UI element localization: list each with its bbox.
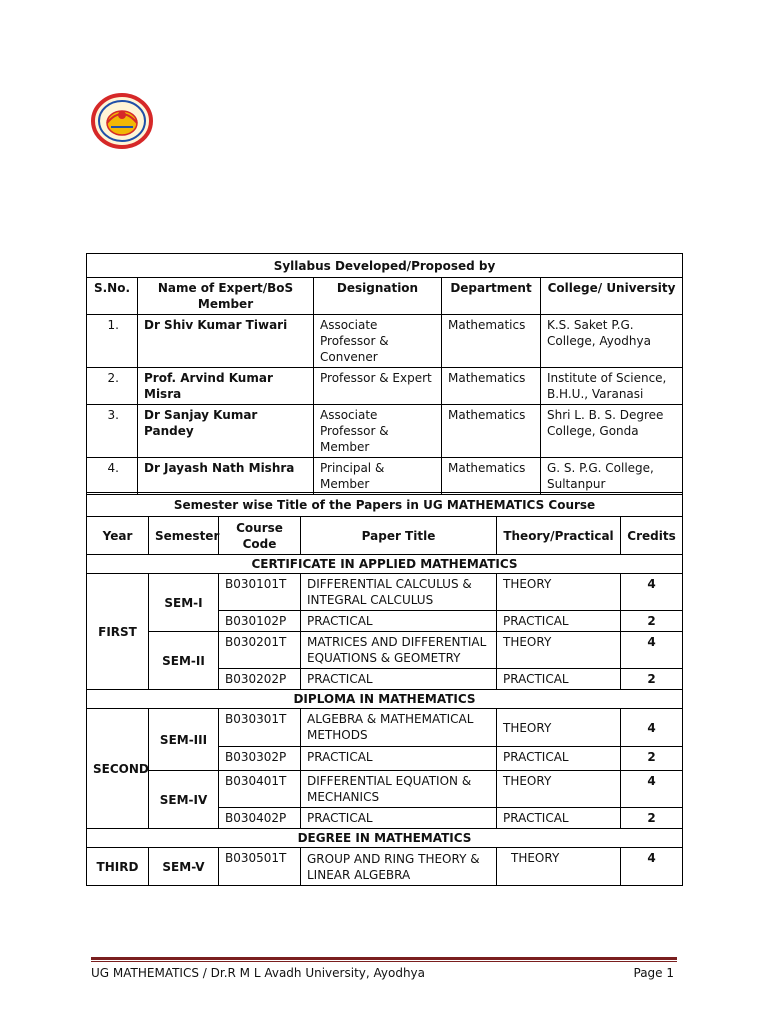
paper-type: THEORY — [497, 709, 621, 747]
semester-cell: SEM-IV — [149, 771, 219, 829]
semester-cell: SEM-III — [149, 709, 219, 771]
course-code: B030501T — [219, 848, 301, 886]
footer-text: UG MATHEMATICS / Dr.R M L Avadh University, Ayodhya — [91, 966, 426, 980]
row-college: G. S. P.G. College, Sultanpur — [541, 458, 683, 495]
year-cell: THIRD — [87, 848, 149, 886]
paper-title: DIFFERENTIAL CALCULUS & INTEGRAL CALCULUS — [301, 574, 497, 611]
university-seal-icon — [91, 93, 153, 149]
paper-credits: 2 — [621, 611, 683, 632]
col-header-theory-practical: Theory/Practical — [497, 517, 621, 555]
course-code: B030101T — [219, 574, 301, 611]
col-header-paper-title: Paper Title — [301, 517, 497, 555]
table-row — [87, 458, 683, 495]
col-header-semester: Semester — [149, 517, 219, 555]
row-designation: Professor & Expert — [314, 368, 442, 405]
table-row — [87, 709, 683, 747]
row-name: Prof. Arvind Kumar Misra — [138, 368, 314, 405]
paper-type: PRACTICAL — [497, 808, 621, 829]
table1-caption: Syllabus Developed/Proposed by — [87, 254, 683, 278]
section-title: CERTIFICATE IN APPLIED MATHEMATICS — [87, 555, 683, 574]
row-sno: 4. — [87, 458, 138, 495]
paper-credits: 2 — [621, 808, 683, 829]
course-code: B030201T — [219, 632, 301, 669]
semester-cell: SEM-V — [149, 848, 219, 886]
section-title: DIPLOMA IN MATHEMATICS — [87, 690, 683, 709]
paper-title: MATRICES AND DIFFERENTIAL EQUATIONS & GEOMETRY — [301, 632, 497, 669]
table-row — [87, 368, 683, 405]
paper-type: THEORY — [497, 574, 621, 611]
semester-papers-table — [86, 492, 683, 886]
footer-divider — [91, 957, 677, 960]
col-header-college: College/ University — [541, 278, 683, 315]
row-designation: Associate Professor & Member — [314, 405, 442, 458]
paper-type: PRACTICAL — [497, 611, 621, 632]
row-name: Dr Jayash Nath Mishra — [138, 458, 314, 495]
col-header-name: Name of Expert/BoS Member — [138, 278, 314, 315]
course-code: B030401T — [219, 771, 301, 808]
semester-cell: SEM-I — [149, 574, 219, 632]
year-cell: FIRST — [87, 574, 149, 690]
paper-credits: 4 — [621, 574, 683, 611]
paper-title: PRACTICAL — [301, 808, 497, 829]
paper-title: DIFFERENTIAL EQUATION & MECHANICS — [301, 771, 497, 808]
section-title: DEGREE IN MATHEMATICS — [87, 829, 683, 848]
row-name: Dr Shiv Kumar Tiwari — [138, 315, 314, 368]
paper-type: THEORY — [497, 632, 621, 669]
syllabus-committee-table — [86, 253, 683, 495]
paper-type: PRACTICAL — [497, 747, 621, 771]
paper-title: ALGEBRA & MATHEMATICAL METHODS — [301, 709, 497, 747]
paper-title: PRACTICAL — [301, 669, 497, 690]
row-department: Mathematics — [442, 405, 541, 458]
paper-credits: 4 — [621, 632, 683, 669]
row-sno: 1. — [87, 315, 138, 368]
course-code: B030202P — [219, 669, 301, 690]
paper-type: PRACTICAL — [497, 669, 621, 690]
paper-type: THEORY — [497, 771, 621, 808]
row-designation: Principal & Member — [314, 458, 442, 495]
row-sno: 2. — [87, 368, 138, 405]
paper-title: PRACTICAL — [301, 747, 497, 771]
course-code: B030402P — [219, 808, 301, 829]
row-college: Institute of Science, B.H.U., Varanasi — [541, 368, 683, 405]
row-department: Mathematics — [442, 368, 541, 405]
page-number: Page 1 — [633, 966, 674, 980]
row-sno: 3. — [87, 405, 138, 458]
year-cell: SECOND — [87, 709, 149, 829]
row-designation: Associate Professor & Convener — [314, 315, 442, 368]
paper-title: GROUP AND RING THEORY & LINEAR ALGEBRA — [301, 848, 497, 886]
row-name: Dr Sanjay Kumar Pandey — [138, 405, 314, 458]
col-header-course-code: Course Code — [219, 517, 301, 555]
course-code: B030301T — [219, 709, 301, 747]
paper-credits: 4 — [621, 709, 683, 747]
col-header-designation: Designation — [314, 278, 442, 315]
col-header-sno: S.No. — [87, 278, 138, 315]
table-row — [87, 405, 683, 458]
table-row — [87, 632, 683, 669]
table-row — [87, 315, 683, 368]
row-college: K.S. Saket P.G. College, Ayodhya — [541, 315, 683, 368]
paper-credits: 2 — [621, 669, 683, 690]
footer-divider-thin — [91, 961, 677, 962]
row-department: Mathematics — [442, 315, 541, 368]
row-department: Mathematics — [442, 458, 541, 495]
table2-caption: Semester wise Title of the Papers in UG MATHEMATICS Course — [87, 493, 683, 517]
col-header-year: Year — [87, 517, 149, 555]
paper-credits: 4 — [621, 771, 683, 808]
paper-credits: 4 — [621, 848, 683, 886]
course-code: B030102P — [219, 611, 301, 632]
table-row — [87, 574, 683, 611]
col-header-department: Department — [442, 278, 541, 315]
table-row — [87, 771, 683, 808]
paper-title: PRACTICAL — [301, 611, 497, 632]
table-row — [87, 848, 683, 886]
semester-cell: SEM-II — [149, 632, 219, 690]
paper-credits: 2 — [621, 747, 683, 771]
paper-type: THEORY — [497, 848, 621, 886]
course-code: B030302P — [219, 747, 301, 771]
col-header-credits: Credits — [621, 517, 683, 555]
row-college: Shri L. B. S. Degree College, Gonda — [541, 405, 683, 458]
